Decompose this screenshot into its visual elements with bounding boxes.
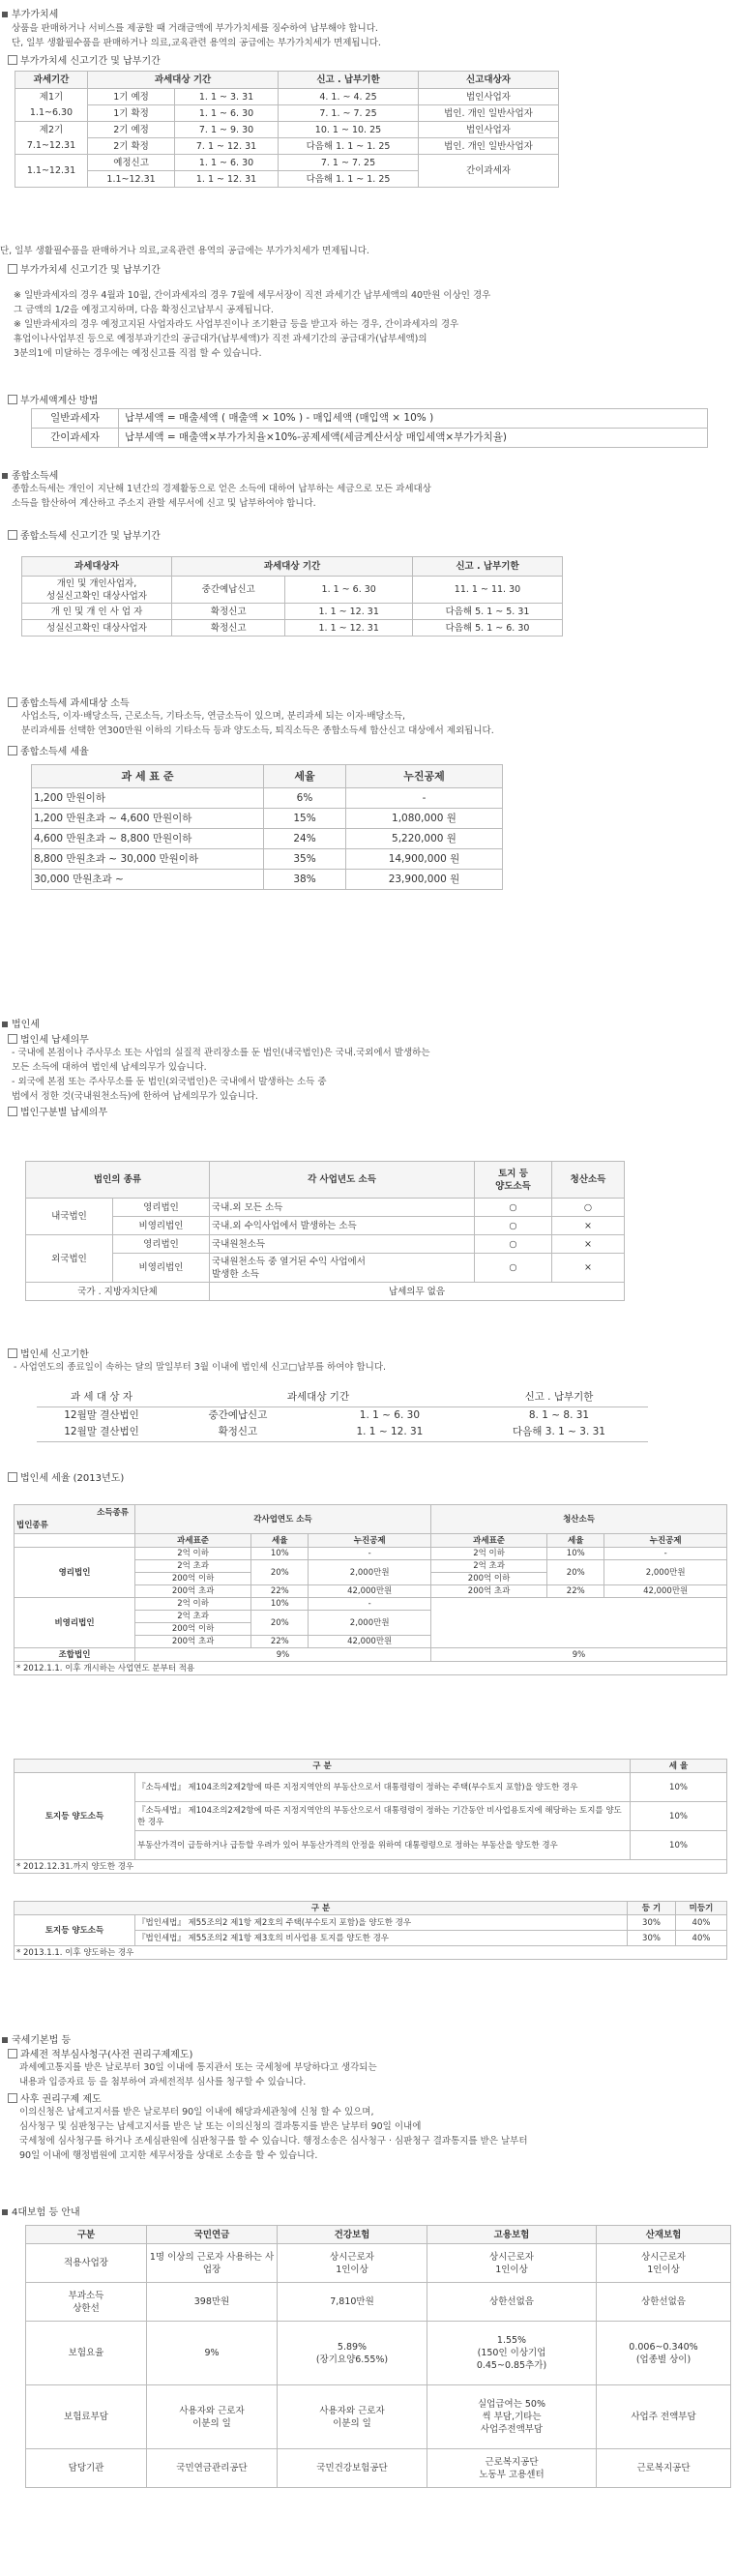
cell: ○ bbox=[475, 1235, 552, 1254]
cell: 2,000만원 bbox=[604, 1560, 727, 1585]
vat-sub1-text: 부가가치세 신고기간 및 납부기간 bbox=[20, 56, 161, 67]
income-sub2-text-body: 사업소득, 이자·배당소득, 근로소득, 기타소득, 연금소득이 있으며, 분리과세 되는 이자·배당소득, 분리과세를 선택한 연300만원 이하의 기타소득 등과 양도소득, 퇴직소득은 종합소득세 합산신고 대상에서 제외됩니다. bbox=[21, 711, 494, 736]
corp-sub1-text: 법인세 납세의무 bbox=[20, 1035, 89, 1046]
cell: 제2기 bbox=[15, 122, 88, 138]
th: 구 분 bbox=[15, 1902, 628, 1915]
cell: 22% bbox=[251, 1636, 309, 1648]
cell: 국내.외 수익사업에서 발생하는 소득 bbox=[210, 1217, 475, 1235]
remedy-heading-text: 국세기본법 등 bbox=[12, 2035, 72, 2046]
cell: 1,200 만원이하 bbox=[32, 788, 264, 809]
corp-sub1-body: - 국내에 본점이나 주사무소 또는 사업의 실질적 관리장소를 둔 법인(내국법인)은 국내.국외에서 발생하는 모든 소득에 대하여 법인세 납세의무가 있습니다. - 외국에 본점 또는 주사무소를 둔 법인(외국법인)은 국내에서 발생하는 소득 중 법에서 정한 것(국내원천소득)에 한하여 납세의무가 있습니다. bbox=[12, 1048, 430, 1102]
vat-sub2-text: 부가가치세 신고기간 및 납부기간 bbox=[20, 265, 161, 276]
corner-bottom: 법인종류 bbox=[16, 1521, 48, 1530]
vat-note2: ※ 일반과세자의 경우 4월과 10월, 간이과세자의 경우 7월에 세무서장이 직전 과세기간 납부세액의 40만원 이상인 경우 그 금액의 1/2을 예정고지하며, 다음 확정신고납부시 공제됩니다. ※ 일반과세자의 경우 예정고지된 사업자라도 사업부진이나 조기환급 등을 받고자 하는 경우, 간이과세자의 경우 휴업이나사업부진 등으로 예정부과기간의 공급대가(납부세액)가 직전 과세기간의 공급대가(납부세액)의 3분의1에 미달하는 경우에는 예정신고를 직접 할 수 있습니다. bbox=[14, 290, 491, 359]
income-sub2-text: 종합소득세 과세대상 소득 bbox=[20, 698, 130, 709]
th: 과세표준 bbox=[135, 1534, 251, 1548]
cell: 국내원천소득 중 열거된 수익 사업에서 발생한 소득 bbox=[210, 1254, 475, 1283]
cell: 11. 1 ~ 11. 30 bbox=[413, 577, 563, 604]
cell: 9% bbox=[430, 1648, 726, 1662]
cell: 납부세액 = 매출세액 ( 매출액 × 10% ) - 매입세액 (매입액 × 10% ) bbox=[119, 409, 708, 429]
cell: 중간예납신고 bbox=[208, 1408, 268, 1421]
th-period: 과세기간 bbox=[15, 72, 88, 89]
cell: 부동산가격이 급등하거나 급등할 우려가 있어 부동산가격의 안정을 위하여 대통령령으로 정하는 부동산을 양도한 경우 bbox=[135, 1831, 631, 1860]
cell: 국민연금관리공단 bbox=[147, 2449, 278, 2488]
cell: 다음해 3. 1 ~ 3. 31 bbox=[470, 1424, 648, 1441]
cell: 12월말 결산법인 bbox=[64, 1408, 139, 1421]
checkbox-square-icon bbox=[8, 1107, 17, 1116]
bullet-icon bbox=[2, 12, 8, 17]
bullet-icon bbox=[2, 1022, 8, 1027]
th: 과세대상 기간 bbox=[172, 557, 413, 577]
income-sub2 bbox=[8, 695, 130, 709]
bullet-icon bbox=[2, 2037, 8, 2043]
cell: 4,600 만원초과 ~ 8,800 만원이하 bbox=[32, 829, 264, 849]
cell: 2억 초과 bbox=[430, 1560, 546, 1573]
cell: 확정신고 bbox=[172, 604, 285, 620]
income-sub1-text: 종합소득세 신고기간 및 납부기간 bbox=[20, 531, 161, 542]
cell: 398만원 bbox=[147, 2283, 278, 2322]
cell: 1.1~12.31 bbox=[15, 155, 88, 188]
cell: 23,900,000 원 bbox=[346, 870, 503, 890]
checkbox-square-icon bbox=[8, 746, 17, 755]
insurance-table bbox=[25, 2225, 731, 2488]
cell: 적용사업장 bbox=[26, 2244, 147, 2283]
cell: 7. 1 ~ 12. 31 bbox=[175, 138, 279, 155]
corp-sub3-text: 법인세 신고기한 bbox=[20, 1349, 89, 1360]
checkbox-square-icon bbox=[8, 1348, 17, 1358]
remedy-sub1-body: 과세예고통지를 받은 날로부터 30일 이내에 통지관서 또는 국세청에 부당하다고 생각되는 내용과 입증자료 등 을 첨부하여 과세전적부 심사를 청구할 수 있습니다. bbox=[19, 2062, 377, 2087]
cell: × bbox=[552, 1217, 625, 1235]
remedy-sub2 bbox=[8, 2090, 102, 2105]
vat-sub3-text: 부가세액계산 방법 bbox=[20, 396, 99, 406]
cell: 7. 1. ~ 7. 25 bbox=[279, 105, 419, 122]
th: 세율 bbox=[547, 1534, 604, 1548]
cell: 납부세액 = 매출액×부가가치율×10%-공제세액(세금계산서상 매입세액×부가가치율) bbox=[119, 429, 708, 448]
cell: 비영리법인 bbox=[15, 1598, 135, 1648]
th: 등 기 bbox=[628, 1902, 676, 1915]
checkbox-square-icon bbox=[8, 395, 17, 404]
cell: 1. 1 ~ 6. 30 bbox=[359, 1408, 421, 1421]
footnote: * 2012.12.31.까지 양도한 경우 bbox=[15, 1860, 727, 1874]
cell: 7,810만원 bbox=[278, 2283, 427, 2322]
vat-sub2 bbox=[8, 261, 161, 276]
th: 토지 등 양도소득 bbox=[475, 1162, 552, 1199]
cell: 1. 1 ~ 12. 31 bbox=[175, 171, 279, 188]
cell: 2기 확정 bbox=[88, 138, 175, 155]
cell: 2,000만원 bbox=[309, 1560, 431, 1585]
cell: 『소득세법』 제104조의2제2항에 따른 지정지역안의 부동산으로서 대통령령이 정하는 기간동안 비사업용토지에 해당하는 토지를 양도한 경우 bbox=[135, 1802, 631, 1831]
cell: ○ bbox=[475, 1254, 552, 1283]
cell: 확정신고 bbox=[166, 1424, 309, 1441]
checkbox-square-icon bbox=[8, 264, 17, 274]
cell: 7. 1 ~ 9. 30 bbox=[175, 122, 279, 138]
cell: 조합법인 bbox=[15, 1648, 135, 1662]
remedy-sub1-text: 과세전 적부심사청구(사전 권리구제제도) bbox=[20, 2050, 193, 2060]
cell: 다음해 5. 1 ~ 5. 31 bbox=[413, 604, 563, 620]
cell: 영리법인 bbox=[113, 1235, 210, 1254]
corner-top: 소득종류 bbox=[97, 1508, 129, 1518]
checkbox-square-icon bbox=[8, 55, 17, 65]
vat-note1: 단, 일부 생활필수품을 판매하거나 의료,교육관련 용역의 공급에는 부가가치세가 면제됩니다. bbox=[0, 246, 369, 256]
corp-sub1 bbox=[8, 1031, 89, 1046]
cell: 2억 초과 bbox=[135, 1560, 251, 1573]
corp-rate-table bbox=[14, 1504, 727, 1675]
cell: 2,000만원 bbox=[309, 1611, 431, 1636]
cell: 20% bbox=[251, 1611, 309, 1636]
cell: 국민건강보험공단 bbox=[278, 2449, 427, 2488]
cell: 30% bbox=[628, 1915, 676, 1931]
th: 세 율 bbox=[631, 1760, 727, 1773]
cell: 40% bbox=[676, 1931, 727, 1946]
cell: - bbox=[309, 1548, 431, 1560]
corp-sub2-text: 법인구분별 납세의무 bbox=[20, 1108, 108, 1118]
cell: 토지등 양도소득 bbox=[15, 1915, 135, 1946]
cell: 1. 1 ~ 12. 31 bbox=[285, 604, 413, 620]
cell: 실업급여는 50% 씩 부담,기타는 사업주전액부담 bbox=[427, 2385, 597, 2449]
cell: 10% bbox=[631, 1831, 727, 1860]
th: 신고 . 납부기한 bbox=[413, 557, 563, 577]
cell: 개 인 및 개 인 사 업 자 bbox=[22, 604, 172, 620]
income-heading-text: 종합소득세 bbox=[12, 471, 59, 482]
cell: ○ bbox=[475, 1199, 552, 1217]
corp-sub2 bbox=[8, 1104, 107, 1118]
cell: 보험요율 bbox=[26, 2322, 147, 2385]
th: 법인의 종류 bbox=[26, 1162, 210, 1199]
th: 과세대상자 bbox=[22, 557, 172, 577]
income-period-table bbox=[21, 556, 563, 637]
cell: 법인사업자 bbox=[419, 122, 559, 138]
corp-sub4 bbox=[8, 1469, 124, 1484]
th: 과 세 표 준 bbox=[32, 765, 264, 788]
cell: 법인. 개인 일반사업자 bbox=[419, 138, 559, 155]
income-heading bbox=[2, 467, 58, 482]
corp-sub3-body: - 사업연도의 종료일이 속하는 달의 말일부터 3월 이내에 법인세 신고□납부를 하여야 합니다. bbox=[14, 1362, 387, 1373]
th: 산재보험 bbox=[597, 2226, 731, 2244]
cell: 7. 1 ~ 7. 25 bbox=[279, 155, 419, 171]
th: 미등기 bbox=[676, 1902, 727, 1915]
cell: 상시근로자 1인이상 bbox=[427, 2244, 597, 2283]
cell: 일반과세자 bbox=[32, 409, 119, 429]
corner bbox=[15, 1505, 135, 1534]
cell: 1. 1 ~ 12. 31 bbox=[285, 620, 413, 637]
th: 과 세 대 상 자 bbox=[37, 1389, 166, 1406]
th: 과세대상 기간 bbox=[166, 1389, 470, 1406]
th: 청산소득 bbox=[430, 1505, 726, 1534]
income-sub3-text: 종합소득세 세율 bbox=[20, 747, 89, 757]
cell: - bbox=[604, 1548, 727, 1560]
income-rate-table bbox=[31, 764, 503, 890]
th: 각사업연도 소득 bbox=[135, 1505, 431, 1534]
checkbox-square-icon bbox=[8, 530, 17, 540]
cell: 사업주 전액부담 bbox=[597, 2385, 731, 2449]
cell: 2억 이하 bbox=[135, 1598, 251, 1611]
cell: 200억 초과 bbox=[135, 1585, 251, 1598]
cell: 개인 및 개인사업자, 성실신고확인 대상사업자 bbox=[22, 577, 172, 604]
cell: 20% bbox=[251, 1560, 309, 1585]
cell: 국가 . 지방자치단체 bbox=[26, 1283, 210, 1301]
cell: 국내.외 모든 소득 bbox=[210, 1199, 475, 1217]
th: 고용보험 bbox=[427, 2226, 597, 2244]
footnote: * 2013.1.1. 이후 양도하는 경우 bbox=[15, 1946, 727, 1960]
th: 건강보험 bbox=[278, 2226, 427, 2244]
cell: 납세의무 없음 bbox=[210, 1283, 625, 1301]
cell: 2억 초과 bbox=[135, 1611, 251, 1623]
cell: 국내원천소득 bbox=[210, 1235, 475, 1254]
cell: 법인사업자 bbox=[419, 89, 559, 105]
vat-sub3 bbox=[8, 392, 98, 406]
cell: 2기 예정 bbox=[88, 122, 175, 138]
cell: 1명 이상의 근로자 사용하는 사업장 bbox=[147, 2244, 278, 2283]
cell: 상한선없음 bbox=[427, 2283, 597, 2322]
cell: 제1기 bbox=[15, 89, 88, 105]
cell: 다음해 1. 1 ~ 1. 25 bbox=[279, 138, 419, 155]
cell: 1.1~12.31 bbox=[88, 171, 175, 188]
cell: 비영리법인 bbox=[113, 1217, 210, 1235]
insurance-heading-text: 4대보험 등 안내 bbox=[12, 2207, 80, 2218]
cell: - bbox=[346, 788, 503, 809]
income-sub3 bbox=[8, 743, 89, 757]
cell: 성실신고확인 대상사업자 bbox=[22, 620, 172, 637]
cell: 9% bbox=[135, 1648, 431, 1662]
cell: 200억 초과 bbox=[135, 1636, 251, 1648]
th: 누진공제 bbox=[346, 765, 503, 788]
cell: 간이과세자 bbox=[419, 155, 559, 188]
land-table-2 bbox=[14, 1901, 727, 1960]
cell: 확정신고 bbox=[172, 620, 285, 637]
th: 누진공제 bbox=[604, 1534, 727, 1548]
cell: 『법인세법』 제55조의2 제1항 제2호의 주택(부수토지 포함)을 양도한 경우 bbox=[135, 1915, 628, 1931]
vat-sub1 bbox=[8, 52, 161, 67]
income-intro: 종합소득세는 개인이 지난해 1년간의 경제활동으로 얻은 소득에 대하여 납부하는 세금으로 모든 과세대상 소득을 합산하여 계산하고 주소지 관할 세무서에 신고 및 납부하여야 합니다. bbox=[12, 484, 431, 509]
vat-period-table bbox=[15, 71, 559, 188]
cell: 1,200 만원초과 ~ 4,600 만원이하 bbox=[32, 809, 264, 829]
vat-heading-text: 부가가치세 bbox=[12, 10, 59, 20]
cell: 14,900,000 원 bbox=[346, 849, 503, 870]
remedy-sub2-text: 사후 권리구제 제도 bbox=[20, 2094, 102, 2105]
cell: × bbox=[552, 1235, 625, 1254]
cell: 1. 1 ~ 3. 31 bbox=[175, 89, 279, 105]
cell: ○ bbox=[552, 1199, 625, 1217]
cell: 200억 초과 bbox=[430, 1585, 546, 1598]
cell: 담당기관 bbox=[26, 2449, 147, 2488]
cell: 외국법인 bbox=[26, 1235, 113, 1283]
cell: 22% bbox=[547, 1585, 604, 1598]
bullet-icon bbox=[2, 2209, 8, 2215]
th: 과세표준 bbox=[430, 1534, 546, 1548]
cell: 중간예납신고 bbox=[172, 577, 285, 604]
cell: 비영리법인 bbox=[113, 1254, 210, 1283]
th: 국민연금 bbox=[147, 2226, 278, 2244]
cell: 8,800 만원초과 ~ 30,000 만원이하 bbox=[32, 849, 264, 870]
cell: 6% bbox=[264, 788, 346, 809]
cell: 8. 1 ~ 8. 31 bbox=[528, 1408, 590, 1421]
vat-heading bbox=[2, 6, 58, 20]
cell: 보험료부담 bbox=[26, 2385, 147, 2449]
th-due: 신고 . 납부기한 bbox=[279, 72, 419, 89]
th: 청산소득 bbox=[552, 1162, 625, 1199]
th: 신고 . 납부기한 bbox=[470, 1389, 648, 1406]
cell: 5.89% (장기요양6.55%) bbox=[278, 2322, 427, 2385]
cell: 200억 이하 bbox=[135, 1623, 251, 1636]
corp-heading-text: 법인세 bbox=[12, 1020, 40, 1030]
vat-intro: 상품을 판매하거나 서비스를 제공할 때 거래금액에 부가가치세를 징수하여 납부해야 합니다. 단, 일부 생활필수품을 판매하거나 의료,교육관련 용역의 공급에는 부가가치세가 면제됩니다. bbox=[12, 23, 381, 48]
checkbox-square-icon bbox=[8, 697, 17, 707]
th-filer: 신고대상자 bbox=[419, 72, 559, 89]
cell: 『법인세법』 제55조의2 제1항 제3호의 비사업용 토지를 양도한 경우 bbox=[135, 1931, 628, 1946]
cell: 4. 1. ~ 4. 25 bbox=[279, 89, 419, 105]
cell: 20% bbox=[547, 1560, 604, 1585]
remedy-sub1 bbox=[8, 2046, 192, 2060]
cell: 10% bbox=[631, 1773, 727, 1802]
cell: 10% bbox=[547, 1548, 604, 1560]
cell: 『소득세법』 제104조의2제2항에 따른 지정지역안의 부동산으로서 대통령령이 정하는 주택(부수토지 포함)을 양도한 경우 bbox=[135, 1773, 631, 1802]
th: 누진공제 bbox=[309, 1534, 431, 1548]
remedy-sub2-body: 이의신청은 납세고지서를 받은 날로부터 90일 이내에 해당과세관청에 신청 할 수 있으며, 심사청구 및 심판청구는 납세고지서를 받은 날 또는 이의신청의 결과통지를 받은 날부터 90일 이내에 국세청에 심사청구를 하거나 조세심판원에 심판청구를 할 수 있습니다. 행정소송은 심사청구 · 심판청구 결과통지를 받은 날부터 90일 이내에 행정법원에 고지한 세무서장을 상대로 소송을 할 수 있습니다. bbox=[19, 2107, 528, 2161]
cell: 2억 이하 bbox=[135, 1548, 251, 1560]
cell: 22% bbox=[251, 1585, 309, 1598]
cell: 42,000만원 bbox=[309, 1585, 431, 1598]
cell: 1. 1 ~ 6. 30 bbox=[175, 155, 279, 171]
cell: 2억 이하 bbox=[430, 1548, 546, 1560]
cell: 예정신고 bbox=[88, 155, 175, 171]
corp-sub3 bbox=[8, 1346, 89, 1360]
cell: 1. 1 ~ 12. 31 bbox=[309, 1424, 470, 1441]
th: 세율 bbox=[251, 1534, 309, 1548]
cell: 10% bbox=[631, 1802, 727, 1831]
cell: 법인. 개인 일반사업자 bbox=[419, 105, 559, 122]
cell: 42,000만원 bbox=[604, 1585, 727, 1598]
th-target-period: 과세대상 기간 bbox=[88, 72, 279, 89]
cell: 10% bbox=[251, 1548, 309, 1560]
footnote: * 2012.1.1. 이후 개시하는 사업연도 분부터 적용 bbox=[15, 1662, 727, 1675]
corp-heading bbox=[2, 1016, 40, 1030]
cell: 10. 1 ~ 10. 25 bbox=[279, 122, 419, 138]
cell: - bbox=[309, 1598, 431, 1611]
remedy-heading bbox=[2, 2031, 71, 2046]
cell: 1.55% (150인 이상기업 0.45~0.85추가) bbox=[427, 2322, 597, 2385]
th: 구분 bbox=[26, 2226, 147, 2244]
cell: 상한선없음 bbox=[597, 2283, 731, 2322]
cell: 부과소득 상한선 bbox=[26, 2283, 147, 2322]
checkbox-square-icon bbox=[8, 1034, 17, 1044]
corp-sub4-text: 법인세 세율 (2013년도) bbox=[20, 1473, 125, 1484]
cell: 근로복지공단 노동부 고용센터 bbox=[427, 2449, 597, 2488]
vat-formula-table bbox=[31, 408, 708, 448]
cell: 5,220,000 원 bbox=[346, 829, 503, 849]
th: 세율 bbox=[264, 765, 346, 788]
cell: 사용자와 근로자 이분의 일 bbox=[278, 2385, 427, 2449]
cell: 근로복지공단 bbox=[597, 2449, 731, 2488]
cell: 38% bbox=[264, 870, 346, 890]
cell: 1기 확정 bbox=[88, 105, 175, 122]
th: 각 사업년도 소득 bbox=[210, 1162, 475, 1199]
cell: 200억 이하 bbox=[430, 1573, 546, 1585]
cell: 10% bbox=[251, 1598, 309, 1611]
cell: 7.1~12.31 bbox=[15, 138, 88, 155]
cell: 다음해 1. 1 ~ 1. 25 bbox=[279, 171, 419, 188]
corp-filing-table bbox=[37, 1389, 648, 1442]
cell: 상시근로자 1인이상 bbox=[278, 2244, 427, 2283]
checkbox-square-icon bbox=[8, 2093, 17, 2103]
cell: × bbox=[552, 1254, 625, 1283]
checkbox-square-icon bbox=[8, 1472, 17, 1482]
cell: 1.1~6.30 bbox=[15, 105, 88, 122]
land-table-1 bbox=[14, 1759, 727, 1874]
cell: 42,000만원 bbox=[309, 1636, 431, 1648]
cell: 토지등 양도소득 bbox=[15, 1773, 135, 1860]
cell: 9% bbox=[147, 2322, 278, 2385]
cell: 15% bbox=[264, 809, 346, 829]
bullet-icon bbox=[2, 473, 8, 479]
cell: 0.006~0.340% (업종별 상이) bbox=[597, 2322, 731, 2385]
cell: 1,080,000 원 bbox=[346, 809, 503, 829]
cell: 30% bbox=[628, 1931, 676, 1946]
cell: 200억 이하 bbox=[135, 1573, 251, 1585]
cell: 사용자와 근로자 이분의 일 bbox=[147, 2385, 278, 2449]
cell: 24% bbox=[264, 829, 346, 849]
cell: 12월말 결산법인 bbox=[37, 1424, 166, 1441]
cell: 1. 1 ~ 6. 30 bbox=[285, 577, 413, 604]
cell: 35% bbox=[264, 849, 346, 870]
cell: 1. 1 ~ 6. 30 bbox=[175, 105, 279, 122]
cell: 영리법인 bbox=[113, 1199, 210, 1217]
income-sub1 bbox=[8, 527, 161, 542]
insurance-heading bbox=[2, 2204, 80, 2218]
cell: 간이과세자 bbox=[32, 429, 119, 448]
cell: ○ bbox=[475, 1217, 552, 1235]
cell: 내국법인 bbox=[26, 1199, 113, 1235]
cell: 30,000 만원초과 ~ bbox=[32, 870, 264, 890]
cell: 영리법인 bbox=[15, 1548, 135, 1598]
cell: 상시근로자 1인이상 bbox=[597, 2244, 731, 2283]
cell: 다음해 5. 1 ~ 6. 30 bbox=[413, 620, 563, 637]
cell: 1기 예정 bbox=[88, 89, 175, 105]
th: 구 분 bbox=[15, 1760, 631, 1773]
checkbox-square-icon bbox=[8, 2049, 17, 2058]
cell: 40% bbox=[676, 1915, 727, 1931]
corp-duty-table bbox=[25, 1161, 625, 1301]
